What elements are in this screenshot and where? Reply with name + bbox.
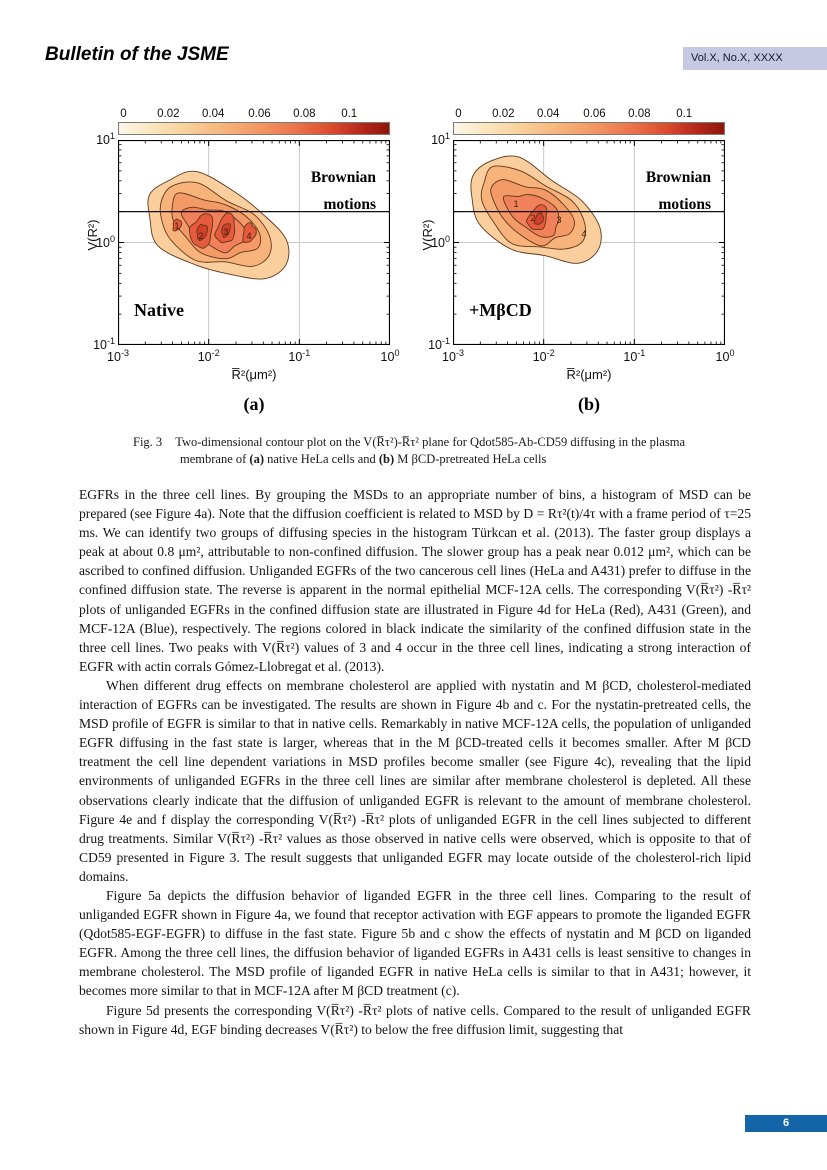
y-tick-label: $10^0$ bbox=[431, 233, 450, 250]
colorbar-tick: 0 bbox=[455, 108, 462, 120]
colorbar-tick: 0.06 bbox=[248, 108, 271, 120]
y-tick-label: $10^0$ bbox=[96, 233, 115, 250]
colorbar-tick: 0.04 bbox=[536, 108, 560, 120]
annotation-line: motions bbox=[658, 196, 711, 213]
x-tick-label: $10^{-2}$ bbox=[532, 348, 555, 365]
condition-label: +MβCD bbox=[469, 300, 532, 320]
contour-plot-a bbox=[118, 140, 390, 345]
x-axis-title: R̅²(μm²) bbox=[231, 367, 277, 382]
x-tick-label: $10^0$ bbox=[715, 348, 735, 365]
annotation-line: motions bbox=[323, 196, 376, 213]
caption-text: M βCD-pretreated HeLa cells bbox=[394, 451, 547, 466]
condition-label: Native bbox=[134, 300, 184, 320]
annotation-line: Brownian bbox=[645, 169, 711, 186]
colorbar-tick: 0.02 bbox=[492, 108, 515, 120]
svg-text:1: 1 bbox=[513, 199, 519, 209]
x-tick-label: $10^{-2}$ bbox=[197, 348, 220, 365]
svg-text:4: 4 bbox=[581, 229, 587, 239]
x-tick-label: $10^0$ bbox=[380, 348, 400, 365]
x-tick-label: $10^{-3}$ bbox=[107, 348, 129, 365]
caption-panel-ref-a: (a) bbox=[249, 451, 264, 466]
colorbar-tick: 0 bbox=[120, 108, 127, 120]
caption-panel-ref-b: (b) bbox=[378, 451, 395, 466]
page-number: 6 bbox=[745, 1115, 827, 1132]
x-axis-tick-labels bbox=[107, 348, 400, 366]
body-paragraph: Figure 5a depicts the diffusion behavior of liganded EGFR in the three cell lines. Comparing to the result of unliganded EGFR shown in Figure 4a, we found that receptor activation with EGF appears to promote the liganded EGFR (Qdot585-EGF-EGFR) to diffuse in the fast state. Figure 5b and c show the effects of nystatin and M βCD on liganded EGFR. Among the three cell lines, the diffusion behavior of liganded EGFRs in A431 cells is least sensitive to changes in membrane cholesterol. The MSD profile of liganded EGFR in native HeLa cells is similar to that in A431; however, it becomes more similar to that in MCF-12A after M βCD treatment (c). bbox=[79, 887, 751, 999]
y-tick-label: $10^1$ bbox=[431, 131, 450, 148]
colorbar-tick: 0.1 bbox=[341, 108, 358, 120]
body-paragraph: When different drug effects on membrane cholesterol are applied with nystatin and M βCD, cholesterol-mediated interaction of EGFRs can be investigated. The results are shown in Figure 4b and c. For the nystatin-pretreated cells, the MSD profile of EGFR is similar to that in native cells. Remarkably in native MCF-12A cells, the population of unliganded EGFR diffusing in the fast state is larger, whereas that in the M βCD-treated cells it becomes smaller. After M βCD treatment the cell line dependent variations in MSD profiles become smaller (see Figure 4c), revealing that the lipid environments of unliganded EGFRs in the three cell lines are similar after membrane cholesterol is depleted. All these observations clearly indicate that the diffusion of unliganded EGFR is relevant to the amount of membrane cholesterol. Figure 4e and f display the corresponding V(R̅τ²) -R̅τ² plots of unliganded EGFR in the cell lines subjected to different drug treatments. Similar V(R̅τ²) -R̅τ² values as those observed in native cells were observed, which is opposite to that of CD59 presented in Figure 3. The result suggests that unliganded EGFR may locate outside of the cholesterol-rich lipid domains. bbox=[79, 677, 751, 884]
x-tick-label: $10^{-1}$ bbox=[623, 348, 646, 365]
svg-text:1: 1 bbox=[174, 221, 180, 231]
colorbar bbox=[453, 122, 725, 135]
colorbar-tick-labels bbox=[118, 108, 390, 121]
svg-text:4: 4 bbox=[246, 231, 252, 241]
caption-text: native HeLa cells and bbox=[264, 451, 379, 466]
figure-caption bbox=[133, 434, 695, 467]
body-text bbox=[79, 485, 751, 1039]
colorbar-tick: 0.1 bbox=[676, 108, 693, 120]
colorbar-tick: 0.06 bbox=[583, 108, 606, 120]
svg-text:3: 3 bbox=[223, 227, 229, 237]
issue-badge: Vol.X, No.X, XXXX bbox=[683, 47, 827, 70]
panel-label-b: (b) bbox=[578, 394, 600, 414]
journal-title: Bulletin of the JSME bbox=[45, 44, 229, 65]
contour-panel-b bbox=[420, 108, 740, 426]
body-paragraph: Figure 5d presents the corresponding V(R̅τ²) -R̅τ² plots of native cells. Compared to the result of unliganded EGFR shown in Figure 4d, EGF binding decreases V(R̅τ²) to below the free diffusion limit, suggesting that bbox=[79, 1002, 751, 1037]
y-axis-title: V(R²) bbox=[85, 219, 100, 251]
svg-text:2: 2 bbox=[198, 231, 204, 241]
colorbar bbox=[118, 122, 390, 135]
contour-plot-b bbox=[453, 140, 725, 345]
caption-text: Two-dimensional contour plot on the V(R̅τ²)-R̅τ² plane for Qdot585-Ab-CD59 diffusing in the plasma membrane of bbox=[175, 435, 686, 466]
x-axis-tick-labels bbox=[442, 348, 735, 366]
annotation-line: Brownian bbox=[310, 169, 376, 186]
x-axis-title: R̅²(μm²) bbox=[566, 367, 612, 382]
svg-text:2: 2 bbox=[530, 213, 536, 223]
svg-text:3: 3 bbox=[556, 215, 562, 225]
x-tick-label: $10^{-1}$ bbox=[288, 348, 311, 365]
colorbar-tick: 0.08 bbox=[628, 108, 651, 120]
y-tick-label: $10^{-1}$ bbox=[428, 336, 450, 353]
y-tick-label: $10^1$ bbox=[96, 131, 115, 148]
y-axis-title: V(R²) bbox=[420, 219, 435, 251]
figure-caption-label: Fig. 3 bbox=[133, 435, 163, 449]
brownian-motions-annotation bbox=[646, 164, 711, 218]
contour-panel-a bbox=[85, 108, 405, 426]
colorbar-tick-labels bbox=[453, 108, 725, 121]
y-tick-label: $10^{-1}$ bbox=[93, 336, 115, 353]
colorbar-tick: 0.02 bbox=[157, 108, 180, 120]
colorbar-tick: 0.04 bbox=[201, 108, 225, 120]
body-paragraph: EGFRs in the three cell lines. By grouping the MSDs to an appropriate number of bins, a histogram of MSD can be prepared (see Figure 4a). Note that the diffusion coefficient is related to MSD by D = Rτ²(t)/4τ with a frame period of τ=25 ms. We can identify two groups of diffusing species in the histogram Türkcan et al. (2013). The faster group displays a peak at about 0.8 μm², attributable to non-confined diffusion. The slower group has a peak near 0.012 μm², which can be ascribed to confined diffusion. Unliganded EGFRs of the two cancerous cell lines (HeLa and A431) prefer to diffuse in the confined diffusion state. The reverse is apparent in the normal epithelial MCF-12A cells. The corresponding V(R̅τ²) -R̅τ² plots of unliganded EGFRs in the confined diffusion state are illustrated in Figure 4d for HeLa (Red), A431 (Green), and MCF-12A (Blue), respectively. The regions colored in black indicate the similarity of the confined diffusion state in the three cell lines. Two peaks with V(R̅τ²) values of 3 and 4 occur in the three cell lines, indicating a strong interaction of EGFR with actin corrals Gómez-Llobregat et al. (2013). bbox=[79, 487, 751, 674]
x-tick-label: $10^{-3}$ bbox=[442, 348, 464, 365]
colorbar-tick: 0.08 bbox=[293, 108, 316, 120]
brownian-motions-annotation bbox=[311, 164, 376, 218]
panel-label-a: (a) bbox=[243, 394, 265, 414]
